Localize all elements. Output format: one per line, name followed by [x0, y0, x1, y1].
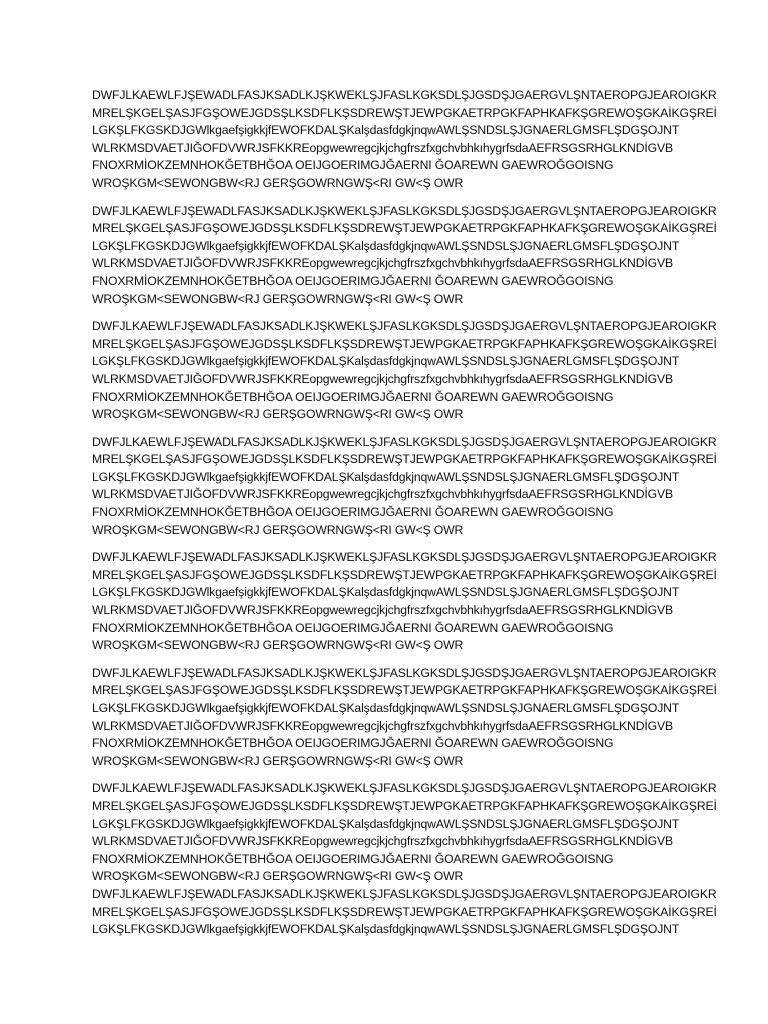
- text-line: FNOXRMİOKZEMNHOKĞETBHĞOA OEIJGOERIMGJĞAERNI ĞOAREWN GAEWROĞGOISNG: [92, 736, 614, 751]
- text-line: LGKŞLFKGSKDJGWlkgaefşigkkjfEWOFKDALŞKalşdasfdgkjnqwAWLŞSNDSLŞJGNAERLGMSFLŞDGŞOJNT: [92, 123, 680, 138]
- text-line: WROŞKGM<SEWONGBW<RJ GERŞGOWRNGWŞ<RI GW<Ş OWR: [92, 522, 464, 537]
- text-line: LGKŞLFKGSKDJGWlkgaefşigkkjfEWOFKDALŞKalşdasfdgkjnqwAWLŞSNDSLŞJGNAERLGMSFLŞDGŞOJNT: [92, 922, 680, 937]
- text-line: WROŞKGM<SEWONGBW<RJ GERŞGOWRNGWŞ<RI GW<Ş OWR: [92, 753, 464, 768]
- text-line: FNOXRMİOKZEMNHOKĞETBHĞOA OEIJGOERIMGJĞAERNI ĞOAREWN GAEWROĞGOISNG: [92, 851, 614, 866]
- text-line: MRELŞKGELŞASJFGŞOWEJGDSŞLKSDFLKŞSDREWŞTJEWPGKAETRPGKFAPHKAFKŞGREWOŞGKAİKGŞREİ: [92, 452, 717, 467]
- text-line: WROŞKGM<SEWONGBW<RJ GERŞGOWRNGWŞ<RI GW<Ş OWR: [92, 407, 464, 422]
- paragraph: [92, 549, 732, 655]
- text-line: DWFJLKAEWLFJŞEWADLFASJKSADLKJŞKWEKLŞJFASLKGKSDLŞJGSDŞJGAERGVLŞNTAEROPGJEAROIGKR: [92, 781, 717, 796]
- text-line: LGKŞLFKGSKDJGWlkgaefşigkkjfEWOFKDALŞKalşdasfdgkjnqwAWLŞSNDSLŞJGNAERLGMSFLŞDGŞOJNT: [92, 469, 680, 484]
- text-line: MRELŞKGELŞASJFGŞOWEJGDSŞLKSDFLKŞSDREWŞTJEWPGKAETRPGKFAPHKAFKŞGREWOŞGKAİKGŞREİ: [92, 567, 717, 582]
- text-line: LGKŞLFKGSKDJGWlkgaefşigkkjfEWOFKDALŞKalşdasfdgkjnqwAWLŞSNDSLŞJGNAERLGMSFLŞDGŞOJNT: [92, 238, 680, 253]
- paragraph: [92, 434, 732, 540]
- text-line: WLRKMSDVAETJIĞOFDVWRJSFKKREopgwewregcjkjchgfrszfxgchvbhkıhygrfsdaAEFRSGSRHGLKNDİGVB: [92, 718, 673, 733]
- text-line: WLRKMSDVAETJIĞOFDVWRJSFKKREopgwewregcjkjchgfrszfxgchvbhkıhygrfsdaAEFRSGSRHGLKNDİGVB: [92, 371, 673, 386]
- text-line: LGKŞLFKGSKDJGWlkgaefşigkkjfEWOFKDALŞKalşdasfdgkjnqwAWLŞSNDSLŞJGNAERLGMSFLŞDGŞOJNT: [92, 701, 680, 715]
- text-line: WROŞKGM<SEWONGBW<RJ GERŞGOWRNGWŞ<RI GW<Ş OWR: [92, 175, 464, 190]
- text-line: WROŞKGM<SEWONGBW<RJ GERŞGOWRNGWŞ<RI GW<Ş OWR: [92, 869, 464, 884]
- text-line: FNOXRMİOKZEMNHOKĞETBHĞOA OEIJGOERIMGJĞAERNI ĞOAREWN GAEWROĞGOISNG: [92, 620, 614, 635]
- text-line: DWFJLKAEWLFJŞEWADLFASJKSADLKJŞKWEKLŞJFASLKGKSDLŞJGSDŞJGAERGVLŞNTAEROPGJEAROIGKR: [92, 319, 717, 334]
- paragraph: [92, 665, 732, 771]
- paragraph: [92, 780, 732, 938]
- text-line: MRELŞKGELŞASJFGŞOWEJGDSŞLKSDFLKŞSDREWŞTJEWPGKAETRPGKFAPHKAFKŞGREWOŞGKAİKGŞREİ: [92, 904, 717, 919]
- text-line: FNOXRMİOKZEMNHOKĞETBHĞOA OEIJGOERIMGJĞAERNI ĞOAREWN GAEWROĞGOISNG: [92, 273, 614, 288]
- text-line: DWFJLKAEWLFJŞEWADLFASJKSADLKJŞKWEKLŞJFASLKGKSDLŞJGSDŞJGAERGVLŞNTAEROPGJEAROIGKR: [92, 203, 717, 218]
- text-line: WROŞKGM<SEWONGBW<RJ GERŞGOWRNGWŞ<RI GW<Ş OWR: [92, 291, 464, 306]
- text-line: FNOXRMİOKZEMNHOKĞETBHĞOA OEIJGOERIMGJĞAERNI ĞOAREWN GAEWROĞGOISNG: [92, 158, 614, 173]
- text-line: DWFJLKAEWLFJŞEWADLFASJKSADLKJŞKWEKLŞJFASLKGKSDLŞJGSDŞJGAERGVLŞNTAEROPGJEAROIGKR: [92, 434, 717, 449]
- text-line: MRELŞKGELŞASJFGŞOWEJGDSŞLKSDFLKŞSDREWŞTJEWPGKAETRPGKFAPHKAFKŞGREWOŞGKAİKGŞREİ: [92, 336, 717, 351]
- text-line: WLRKMSDVAETJIĞOFDVWRJSFKKREopgwewregcjkjchgfrszfxgchvbhkıhygrfsdaAEFRSGSRHGLKNDİGVB: [92, 140, 673, 155]
- text-line: WLRKMSDVAETJIĞOFDVWRJSFKKREopgwewregcjkjchgfrszfxgchvbhkıhygrfsdaAEFRSGSRHGLKNDİGVB: [92, 603, 673, 618]
- text-line: MRELŞKGELŞASJFGŞOWEJGDSŞLKSDFLKŞSDREWŞTJEWPGKAETRPGKFAPHKAFKŞGREWOŞGKAİKGŞREİ: [92, 221, 717, 236]
- text-line: WLRKMSDVAETJIĞOFDVWRJSFKKREopgwewregcjkjchgfrszfxgchvbhkıhygrfsdaAEFRSGSRHGLKNDİGVB: [92, 834, 673, 849]
- text-line: LGKŞLFKGSKDJGWlkgaefşigkkjfEWOFKDALŞKalşdasfdgkjnqwAWLŞSNDSLŞJGNAERLGMSFLŞDGŞOJNT: [92, 354, 680, 369]
- text-line: LGKŞLFKGSKDJGWlkgaefşigkkjfEWOFKDALŞKalşdasfdgkjnqwAWLŞSNDSLŞJGNAERLGMSFLŞDGŞOJNT: [92, 585, 680, 600]
- text-line: LGKŞLFKGSKDJGWlkgaefşigkkjfEWOFKDALŞKalşdasfdgkjnqwAWLŞSNDSLŞJGNAERLGMSFLŞDGŞOJNT: [92, 816, 680, 831]
- text-line: FNOXRMİOKZEMNHOKĞETBHĞOA OEIJGOERIMGJĞAERNI ĞOAREWN GAEWROĞGOISNG: [92, 389, 614, 404]
- text-line: FNOXRMİOKZEMNHOKĞETBHĞOA OEIJGOERIMGJĞAERNI ĞOAREWN GAEWROĞGOISNG: [92, 505, 614, 520]
- text-line: MRELŞKGELŞASJFGŞOWEJGDSŞLKSDFLKŞSDREWŞTJEWPGKAETRPGKFAPHKAFKŞGREWOŞGKAİKGŞREİ: [92, 683, 717, 698]
- text-line: MRELŞKGELŞASJFGŞOWEJGDSŞLKSDFLKŞSDREWŞTJEWPGKAETRPGKFAPHKAFKŞGREWOŞGKAİKGŞREİ: [92, 105, 717, 120]
- paragraph: [92, 318, 732, 424]
- text-line: WLRKMSDVAETJIĞOFDVWRJSFKKREopgwewregcjkjchgfrszfxgchvbhkıhygrfsdaAEFRSGSRHGLKNDİGVB: [92, 256, 673, 271]
- text-line: DWFJLKAEWLFJŞEWADLFASJKSADLKJŞKWEKLŞJFASLKGKSDLŞJGSDŞJGAERGVLŞNTAEROPGJEAROIGKR: [92, 665, 717, 680]
- text-line: DWFJLKAEWLFJŞEWADLFASJKSADLKJŞKWEKLŞJFASLKGKSDLŞJGSDŞJGAERGVLŞNTAEROPGJEAROIGKR: [92, 886, 717, 901]
- paragraph: [92, 203, 732, 309]
- document-body: [92, 87, 732, 939]
- text-line: DWFJLKAEWLFJŞEWADLFASJKSADLKJŞKWEKLŞJFASLKGKSDLŞJGSDŞJGAERGVLŞNTAEROPGJEAROIGKR: [92, 88, 717, 102]
- text-line: WLRKMSDVAETJIĞOFDVWRJSFKKREopgwewregcjkjchgfrszfxgchvbhkıhygrfsdaAEFRSGSRHGLKNDİGVB: [92, 487, 673, 502]
- text-line: MRELŞKGELŞASJFGŞOWEJGDSŞLKSDFLKŞSDREWŞTJEWPGKAETRPGKFAPHKAFKŞGREWOŞGKAİKGŞREİ: [92, 798, 717, 813]
- text-line: DWFJLKAEWLFJŞEWADLFASJKSADLKJŞKWEKLŞJFASLKGKSDLŞJGSDŞJGAERGVLŞNTAEROPGJEAROIGKR: [92, 550, 717, 565]
- paragraph: [92, 87, 732, 193]
- text-line: WROŞKGM<SEWONGBW<RJ GERŞGOWRNGWŞ<RI GW<Ş OWR: [92, 638, 464, 653]
